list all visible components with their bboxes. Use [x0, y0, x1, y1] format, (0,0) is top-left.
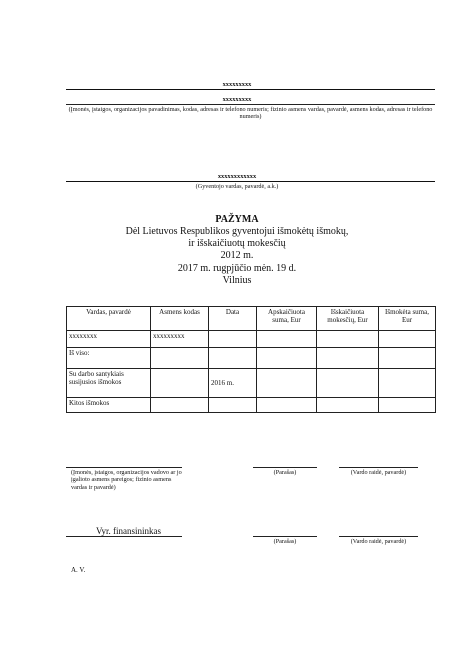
- table-row: [67, 369, 436, 398]
- table-header: Apskaičiuota suma, Eur: [257, 307, 317, 331]
- table-cell: [317, 369, 379, 398]
- divider-line: [66, 181, 435, 182]
- payments-table: [66, 306, 436, 413]
- name-caption: (Vardo raidė, pavardė): [350, 469, 407, 476]
- signature-caption: (Parašas): [273, 469, 297, 476]
- table-cell: [379, 348, 436, 369]
- table-row: [67, 348, 436, 369]
- table-cell: 2016 m.: [209, 369, 257, 398]
- table-header: Išmokėta suma, Eur: [379, 307, 436, 331]
- manager-position-caption: (Įmonės, įstaigos, organizacijos vadovo ar jo įgalioto asmens pareigos; fizinio asmens vardas ir pavardė): [71, 469, 182, 491]
- stamp-place-label: A. V.: [71, 566, 86, 574]
- table-cell: [257, 348, 317, 369]
- resident-caption: (Gyventojo vardas, pavardė, a.k.): [195, 183, 279, 190]
- document-title-block: [0, 214, 474, 287]
- table-cell: Iš viso:: [67, 348, 151, 369]
- document-title: PAŽYMA: [215, 214, 259, 225]
- table-cell: [151, 398, 209, 413]
- table-cell: [317, 348, 379, 369]
- table-cell: [209, 398, 257, 413]
- document-date: 2017 m. rugpjūčio mėn. 19 d.: [177, 263, 297, 274]
- title-year: 2012 m.: [220, 250, 254, 261]
- org-code-1: xxxxxxxxx: [222, 81, 252, 88]
- name-caption: (Vardo raidė, pavardė): [350, 538, 407, 545]
- table-cell: [209, 348, 257, 369]
- table-cell: [379, 398, 436, 413]
- signature-line: [339, 536, 418, 537]
- table-cell: Kitos išmokos: [67, 398, 151, 413]
- table-header-row: [67, 307, 436, 331]
- table-cell: [151, 348, 209, 369]
- table-cell: [317, 331, 379, 348]
- divider-line: [66, 104, 435, 105]
- table-cell: [257, 398, 317, 413]
- table-cell: [151, 369, 209, 398]
- table-header: Asmens kodas: [151, 307, 209, 331]
- table-cell: [257, 369, 317, 398]
- table-cell: Su darbo santykiais susijusios išmokos: [67, 369, 151, 398]
- table-header: Data: [209, 307, 257, 331]
- table-cell: [379, 331, 436, 348]
- document-city: Vilnius: [222, 275, 252, 286]
- table-header: Vardas, pavardė: [67, 307, 151, 331]
- resident-code: xxxxxxxxxxxx: [217, 173, 257, 180]
- table-cell: [209, 331, 257, 348]
- chief-accountant-title: Vyr. finansininkas: [96, 526, 161, 536]
- title-line-1: Dėl Lietuvos Respublikos gyventojui išmokėtų išmokų,: [125, 226, 349, 237]
- title-line-2: ir išskaičiuotų mokesčių: [188, 238, 286, 249]
- table-row: [67, 331, 436, 348]
- signature-line: [339, 467, 418, 468]
- divider-line: [66, 89, 435, 90]
- signature-line: [66, 467, 182, 468]
- signature-line: [253, 536, 317, 537]
- table-cell: xxxxxxxx: [67, 331, 151, 348]
- table-cell: [317, 398, 379, 413]
- table-cell: [379, 369, 436, 398]
- signature-line: [66, 536, 182, 537]
- signature-line: [253, 467, 317, 468]
- org-code-2: xxxxxxxxx: [222, 96, 252, 103]
- signature-caption: (Parašas): [273, 538, 297, 545]
- table-cell: [257, 331, 317, 348]
- table-header: Išskaičiuota mokesčių, Eur: [317, 307, 379, 331]
- table-cell: xxxxxxxxx: [151, 331, 209, 348]
- org-caption: (Įmonės, įstaigos, organizacijos pavadinimas, kodas, adresas ir telefono numeris; fizinio asmens vardas, pavardė, asmens kodas, adresas ir telefono numeris): [68, 106, 433, 121]
- table-row: [67, 398, 436, 413]
